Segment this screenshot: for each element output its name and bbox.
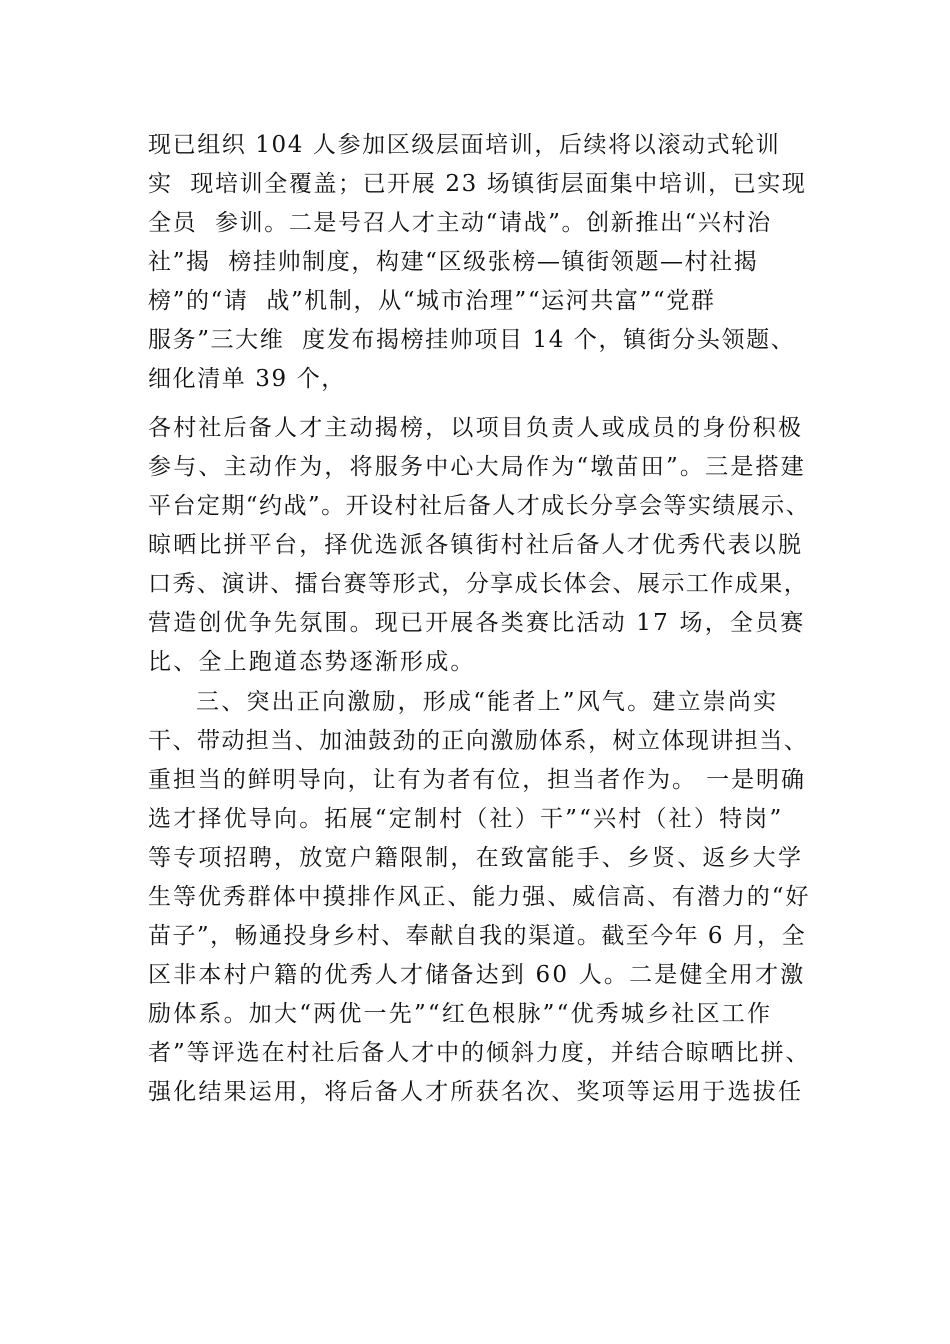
text-line: 细化清单 39 个， — [148, 366, 346, 392]
text-line: 比、全上跑道态势逐渐形成。 — [148, 649, 476, 675]
text-line: 口秀、演讲、擂台赛等形式，分享成长体会、展示工作成果， — [148, 571, 809, 597]
text-line: 服务”三大维 度发布揭榜挂帅项目 14 个，镇街分头领题、 — [148, 327, 796, 353]
text-line: 者”等评选在村社后备人才中的倾斜力度，并结合晾晒比拼、 — [148, 1040, 811, 1066]
text-line: 三、突出正向激励，形成“能者上”风气。建立崇尚实 — [196, 689, 779, 715]
text-line: 干、带动担当、加油鼓劲的正向激励体系，树立体现讲担当、 — [148, 728, 809, 754]
text-line: 强化结果运用，将后备人才所获名次、奖项等运用于选拔任 — [148, 1079, 804, 1105]
text-line: 区非本村户籍的优秀人才储备达到 60 人。二是健全用才激 — [148, 962, 806, 988]
text-line: 苗子”，畅通投身乡村、奉献自我的渠道。截至今年 6 月，全 — [148, 923, 807, 949]
text-line: 现已组织 104 人参加区级层面培训，后续将以滚动式轮训 — [148, 132, 781, 158]
text-line: 晾晒比拼平台，择优选派各镇街村社后备人才优秀代表以脱 — [148, 532, 804, 558]
text-line: 生等优秀群体中摸排作风正、能力强、威信高、有潜力的“好 — [148, 884, 811, 910]
text-line: 选才择优导向。拓展“定制村（社）干”“兴村（社）特岗” — [148, 806, 784, 832]
text-line: 平台定期“约战”。开设村社后备人才成长分享会等实绩展示、 — [148, 493, 811, 519]
text-line: 营造创优争先氛围。现已开展各类赛比活动 17 场，全员赛 — [148, 610, 806, 636]
text-line: 社”揭 榜挂帅制度，构建“区级张榜—镇街领题—村社揭 — [148, 249, 759, 275]
text-line: 参与、主动作为，将服务中心大局作为“墩苗田”。三是搭建 — [148, 454, 806, 480]
text-line: 励体系。加大“两优一先”“红色根脉”“优秀城乡社区工作 — [148, 1001, 773, 1027]
text-line: 实 现培训全覆盖；已开展 23 场镇街层面集中培训，已实现 — [148, 171, 807, 197]
text-line: 重担当的鲜明导向，让有为者有位，担当者作为。 一是明确 — [148, 767, 806, 793]
text-line: 等专项招聘，放宽户籍限制，在致富能手、乡贤、返乡大学 — [148, 845, 804, 871]
text-line: 榜”的“请 战”机制，从“城市治理”“运河共富”“党群 — [148, 288, 716, 314]
text-line: 全员 参训。二是号召人才主动“请战”。创新推出“兴村治 — [148, 210, 772, 236]
text-line: 各村社后备人才主动揭榜，以项目负责人或成员的身份积极 — [148, 415, 804, 441]
